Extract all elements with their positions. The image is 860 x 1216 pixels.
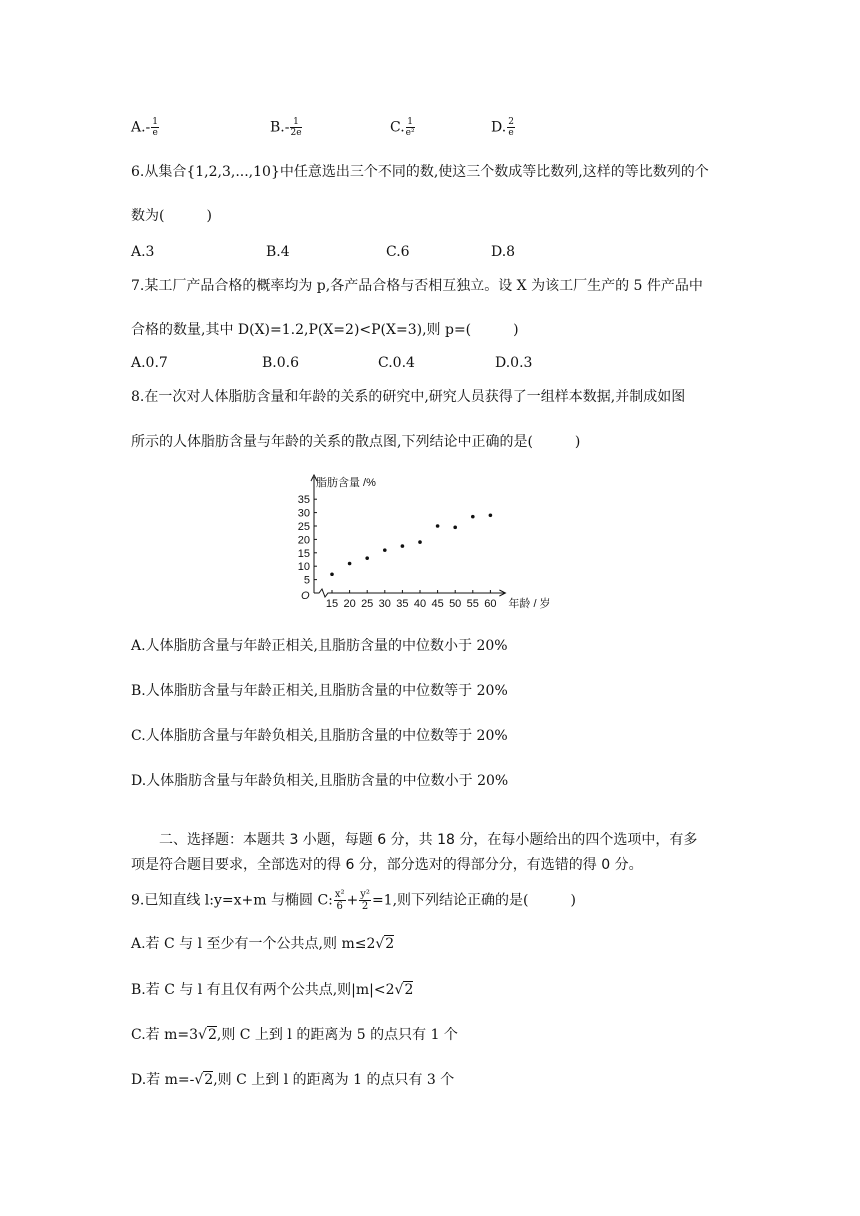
section2-line2: 项是符合题目要求，全部选对的得 6 分，部分选对的得部分分，有选错的得 0 分。 [131, 857, 643, 873]
q9-option-d-pre: D.若 m=- [131, 1072, 195, 1088]
data-point [453, 526, 457, 530]
q7-stem-line2: 合格的数量,其中 D(X)=1.2,P(X=2)<P(X=3),则 p=( ) [131, 322, 519, 338]
q5-option-b [270, 117, 303, 138]
sqrt-symbol: √ [375, 936, 385, 952]
q7-stem-line1: 7.某工厂产品合格的概率均为 p,各产品合格与否相互独立。设 X 为该工厂生产的 5 件产品中 [131, 278, 703, 294]
q5-option-b-den: 2e [290, 128, 302, 138]
q9-fraction-x-den: 6 [336, 901, 343, 912]
data-point [365, 556, 369, 560]
y-tick-label: 30 [297, 507, 310, 520]
data-point [436, 524, 440, 528]
q9-option-c-pre: C.若 m=3 [131, 1027, 199, 1043]
q9-fraction-y-den: 2 [361, 901, 369, 912]
origin-label: O [301, 590, 310, 602]
section2-instructions [131, 828, 751, 878]
x-tick-label: 30 [378, 598, 391, 610]
q7-option-a: A.0.7 [131, 355, 168, 371]
sqrt-symbol: √ [394, 982, 404, 998]
x-tick-label: 15 [325, 598, 339, 610]
q9-option-b-sqrt [395, 980, 414, 1000]
q9-plus: + [346, 892, 359, 909]
y-axis-label: 脂肪含量 /% [316, 477, 376, 489]
q5-option-a-num: 1 [152, 117, 159, 127]
y-tick-label: 25 [297, 521, 310, 533]
x-tick-label: 60 [484, 598, 497, 610]
q5-option-b-num: 1 [290, 117, 301, 128]
x-axis-line [314, 589, 504, 597]
q6-option-d: D.8 [491, 244, 516, 260]
chart-layer [298, 475, 551, 610]
q9-option-a [131, 934, 394, 954]
q6-option-a: A.3 [131, 244, 155, 260]
q5-option-c-fraction [406, 117, 415, 138]
q6-option-c: C.6 [386, 244, 410, 260]
q6-stem-line2: 数为( ) [131, 208, 212, 224]
x-tick-label: 45 [431, 598, 444, 610]
y-tick-label: 5 [303, 574, 310, 587]
q9-fraction-x-num: x² [334, 889, 345, 900]
scatter-chart [292, 472, 582, 612]
q5-option-c-num: 1 [407, 117, 413, 127]
q9-option-d-post: ,则 C 上到 l 的距离为 1 的点只有 3 个 [213, 1072, 455, 1088]
q5-option-a-fraction [151, 117, 159, 138]
q7-option-b: B.0.6 [262, 355, 300, 371]
q5-option-d-prefix: D. [491, 119, 507, 136]
q9-option-b-text: B.若 C 与 l 有且仅有两个公共点,则|m|<2 [131, 982, 395, 998]
q6-option-b: B.4 [266, 244, 290, 260]
q7-option-d: D.0.3 [495, 355, 533, 371]
q5-option-c-den: e² [405, 128, 415, 138]
sqrt-radicand: 2 [204, 1072, 214, 1088]
x-tick-label: 50 [449, 598, 462, 610]
q8-option-a: A.人体脂肪含量与年龄正相关,且脂肪含量的中位数小于 20% [131, 638, 508, 654]
data-point [330, 572, 334, 576]
x-tick-label: 20 [343, 598, 356, 610]
q9-fraction-y [359, 889, 371, 912]
q9-option-d [131, 1070, 454, 1090]
q5-option-a-den: e [152, 128, 158, 138]
q5-option-d-num: 2 [508, 117, 514, 127]
x-tick-label: 40 [413, 598, 427, 610]
y-tick-label: 10 [297, 561, 310, 574]
section2-line1: 二、选择题：本题共 3 小题，每题 6 分，共 18 分，在每小题给出的四个选项中，有多 [131, 832, 698, 848]
q7-option-c: C.0.4 [378, 355, 415, 371]
q9-stem [131, 889, 576, 912]
data-point [471, 515, 475, 519]
q5-option-d [491, 117, 516, 138]
q9-option-c [131, 1025, 458, 1045]
q8-stem-line1: 8.在一次对人体脂肪含量和年龄的关系的研究中,研究人员获得了一组样本数据,并制成如图 [131, 389, 686, 405]
x-axis-label: 年龄 / 岁 [508, 598, 551, 610]
q8-option-d: D.人体脂肪含量与年龄负相关,且脂肪含量的中位数小于 20% [131, 773, 509, 789]
q9-option-d-sqrt [194, 1070, 213, 1090]
sqrt-radicand: 2 [404, 982, 414, 998]
q9-fraction-x [334, 889, 346, 912]
q5-option-c [390, 117, 416, 138]
sqrt-radicand: 2 [207, 1027, 217, 1043]
q6-stem-line1: 6.从集合{1,2,3,...,10}中任意选出三个不同的数,使这三个数成等比数列,这样的等比数列的个 [131, 164, 709, 180]
q5-option-b-fraction [290, 117, 301, 138]
x-tick-label: 35 [396, 598, 409, 610]
sqrt-symbol: √ [194, 1072, 204, 1088]
q5-option-c-prefix: C. [390, 119, 405, 136]
q9-option-b [131, 980, 413, 1000]
q9-option-c-sqrt [198, 1025, 217, 1045]
q5-option-a-prefix: A.- [131, 119, 151, 136]
q9-stem-suffix: =1,则下列结论正确的是( ) [371, 892, 576, 909]
y-tick-label: 35 [297, 494, 310, 507]
data-point [383, 548, 387, 552]
q5-option-d-den: e [508, 128, 514, 138]
data-point [489, 513, 493, 517]
q9-option-a-sqrt [375, 934, 394, 954]
q9-stem-prefix: 9.已知直线 l:y=x+m 与椭圆 C: [131, 892, 333, 909]
sqrt-radicand: 2 [385, 936, 395, 952]
data-point [348, 562, 352, 566]
x-tick-label: 55 [466, 598, 479, 610]
q5-option-d-fraction [507, 117, 515, 138]
q8-option-c: C.人体脂肪含量与年龄负相关,且脂肪含量的中位数等于 20% [131, 728, 508, 744]
sqrt-symbol: √ [198, 1027, 207, 1043]
x-tick-label: 25 [361, 598, 374, 610]
q9-option-a-text: A.若 C 与 l 至少有一个公共点,则 m≤2 [131, 936, 376, 952]
y-tick-label: 15 [297, 547, 310, 560]
q8-option-b: B.人体脂肪含量与年龄正相关,且脂肪含量的中位数等于 20% [131, 683, 508, 699]
data-point [401, 544, 405, 548]
y-tick-label: 20 [297, 534, 310, 547]
q9-fraction-y-num: y² [360, 889, 370, 900]
q5-option-b-prefix: B.- [270, 119, 290, 136]
q8-stem-line2: 所示的人体脂肪含量与年龄的关系的散点图,下列结论中正确的是( ) [131, 434, 581, 450]
q9-option-c-post: ,则 C 上到 l 的距离为 5 的点只有 1 个 [216, 1027, 458, 1043]
data-point [418, 540, 422, 544]
q5-option-a [131, 117, 160, 138]
